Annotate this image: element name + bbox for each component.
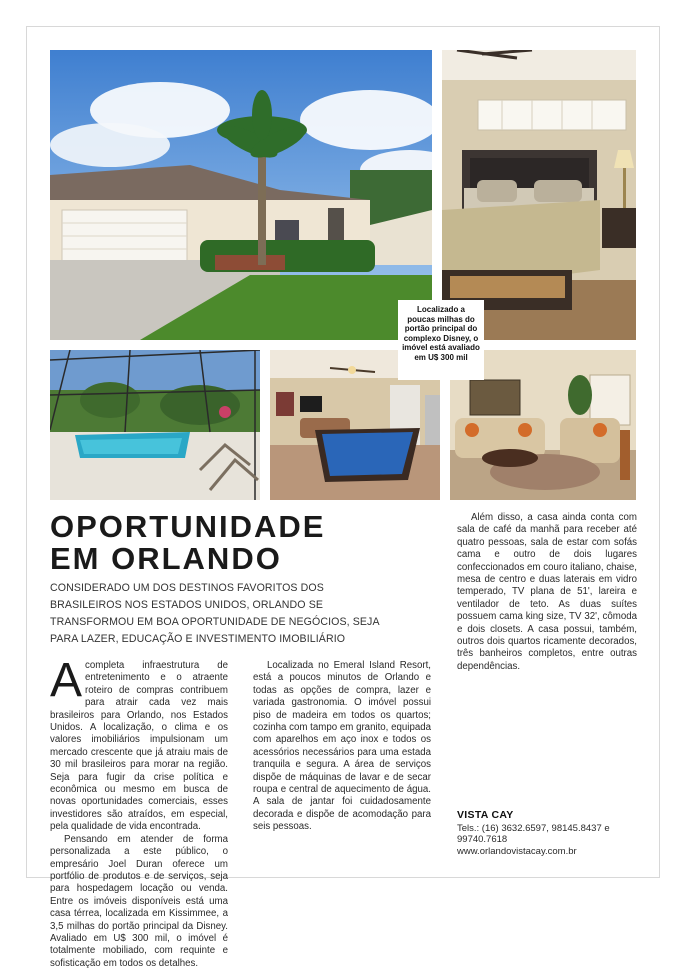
paragraph-3: Localizada no Emeral Island Resort, está a poucos minutos de Orlando e todas as opções de compra, lazer e variada gastronomia. O imóvel possui piso de madeira em todos os quartos; cozinha com tampo em granito, equipada com aparelhos em aço inox e todos os acessórios necessários para uma estada tranquila e segura. A área de serviços dispõe de máquinas de lavar e de secar roupa e central de aquecimento de água. A sala de jantar foi cuidadosamente decorada e dispõe de acomodação para seis pessoas. bbox=[253, 660, 431, 833]
article-subtitle: CONSIDERADO UM DOS DESTINOS FAVORITOS DOS BRASILEIROS NOS ESTADOS UNIDOS, ORLANDO SE TRANSFORMOU EM BOA OPORTUNIDADE DE NEGÓCIOS, SEJA PARA LAZER, EDUCAÇÃO E INVESTIMENTO IMOBILIÁRIO bbox=[50, 582, 380, 645]
contact-block bbox=[457, 810, 647, 857]
bedroom-photo bbox=[442, 50, 636, 340]
article-headline bbox=[50, 511, 325, 575]
headline-line-2: EM ORLANDO bbox=[50, 541, 282, 576]
paragraph-2: Pensando em atender de forma personalizada a este público, o empresário Joel Duran oferece um portfólio de produtos e de serviços, seja para hospedagem locação ou venda. Entre os imóveis disponíveis está uma casa térrea, localizada em Kissimmee, a 3,5 milhas do portão principal da Disney. Avaliado em U$ 300 mil, o imóvel é totalmente mobiliado, com requinte e sofisticação em todos os detalhes. bbox=[50, 833, 228, 969]
drop-cap: A bbox=[50, 654, 83, 707]
text-column-1 bbox=[50, 654, 228, 970]
headline-line-1: OPORTUNIDADE bbox=[50, 509, 326, 544]
paragraph-4: Além disso, a casa ainda conta com sala de café da manhã para receber até quatro pessoas, sala de estar com sofás cama e outro de dois lugares confeccionados em couro italiano, chaise, mesa de centro e duas laterais em vidro temperado, TV plana de 51', lareira e ventilador de teto. As duas suítes possuem cama king size, TV 32', cômoda e dois closets. A casa possui, também, outros dois quartos ricamente decorados, três banheiros completos, entre outras dependências. bbox=[457, 512, 637, 672]
contact-website[interactable]: www.orlandovistacay.com.br bbox=[457, 845, 577, 857]
paragraph-1: completa infraestrutura de entretenimento e o atraente roteiro de compras contribuem para atrair cada vez mais brasileiros para Orlando, nos Estados Unidos. A localização, o clima e os valores imobiliários impulsionam um mercado crescente que já atraiu mais de 30 mil brasileiros para morar na região. Seja para fugir da crise política e econômica ou mesmo em busca de novas oportunidades comerciais, esses investidores são atraídos, em especial, pela qualidade de vida encontrada. bbox=[50, 660, 228, 833]
text-column-2 bbox=[253, 660, 431, 834]
intro-paragraph bbox=[50, 654, 228, 834]
contact-name: VISTA CAY bbox=[457, 809, 514, 821]
pool-photo bbox=[50, 350, 260, 500]
photo-caption: Localizado a poucas milhas do portão principal do complexo Disney, o imóvel está avaliado em U$ 300 mil bbox=[398, 300, 484, 380]
house-exterior-photo bbox=[50, 50, 432, 340]
text-column-3 bbox=[457, 512, 637, 673]
contact-phones: Tels.: (16) 3632.6597, 98145.8437 e 99740.7618 bbox=[457, 822, 610, 845]
